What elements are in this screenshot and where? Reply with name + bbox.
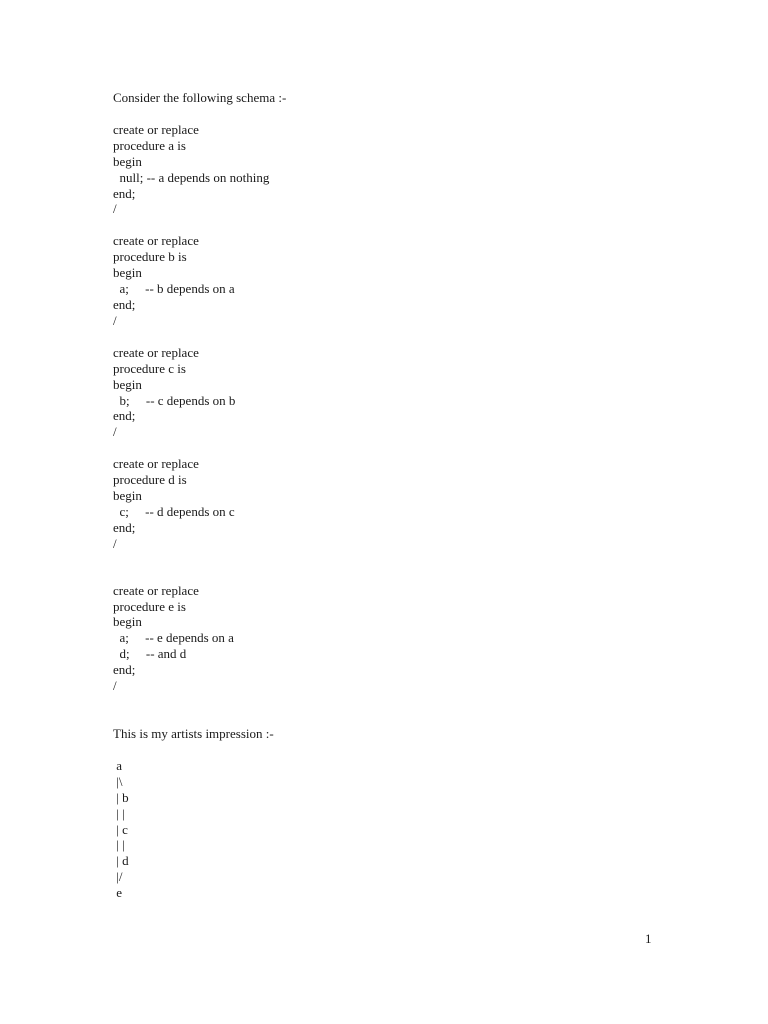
document-body (113, 90, 673, 901)
procedure-c-block (113, 345, 673, 440)
code-line: / (113, 312, 117, 328)
code-line: c; -- d depends on c (113, 503, 235, 519)
code-line: end; (113, 519, 136, 535)
code-line: d; -- and d (113, 646, 187, 662)
code-line: begin (113, 614, 142, 630)
code-line: begin (113, 153, 142, 169)
code-line: begin (113, 265, 142, 281)
procedure-b-block (113, 233, 673, 328)
code-line: a; -- e depends on a (113, 630, 234, 646)
diagram-line: | d (113, 853, 129, 869)
diagram-line: | | (113, 837, 125, 853)
code-line: a; -- b depends on a (113, 281, 235, 297)
procedure-a-block (113, 122, 673, 217)
diagram-line: e (113, 885, 123, 901)
code-line: begin (113, 376, 142, 392)
diagram-line: | c (113, 821, 128, 837)
code-line: / (113, 424, 117, 440)
code-line: / (113, 678, 117, 694)
procedure-e-block (113, 583, 673, 694)
code-line: procedure e is (113, 598, 186, 614)
code-line: end; (113, 662, 136, 678)
code-line: create or replace (113, 344, 199, 360)
code-line: create or replace (113, 233, 199, 249)
diagram-line: a (113, 757, 123, 773)
code-line: create or replace (113, 121, 199, 137)
diagram-line: | b (113, 789, 129, 805)
diagram-line: |/ (113, 869, 123, 885)
diagram-line: | | (113, 805, 125, 821)
code-line: create or replace (113, 582, 199, 598)
intro-text: Consider the following schema :- (113, 90, 287, 105)
code-line: create or replace (113, 456, 199, 472)
code-line: end; (113, 185, 136, 201)
code-line: null; -- a depends on nothing (113, 169, 270, 185)
dependency-diagram (113, 758, 673, 901)
code-line: procedure a is (113, 137, 186, 153)
diagram-line: |\ (113, 773, 123, 789)
code-line: b; -- c depends on b (113, 392, 236, 408)
code-line: end; (113, 408, 136, 424)
impression-heading: This is my artists impression :- (113, 726, 274, 741)
code-line: / (113, 535, 117, 551)
code-line: begin (113, 488, 142, 504)
procedure-d-block (113, 456, 673, 551)
code-line: procedure c is (113, 360, 186, 376)
code-line: end; (113, 296, 136, 312)
code-line: procedure b is (113, 249, 187, 265)
page-number: 1 (645, 931, 652, 946)
code-line: procedure d is (113, 472, 187, 488)
code-line: / (113, 201, 117, 217)
